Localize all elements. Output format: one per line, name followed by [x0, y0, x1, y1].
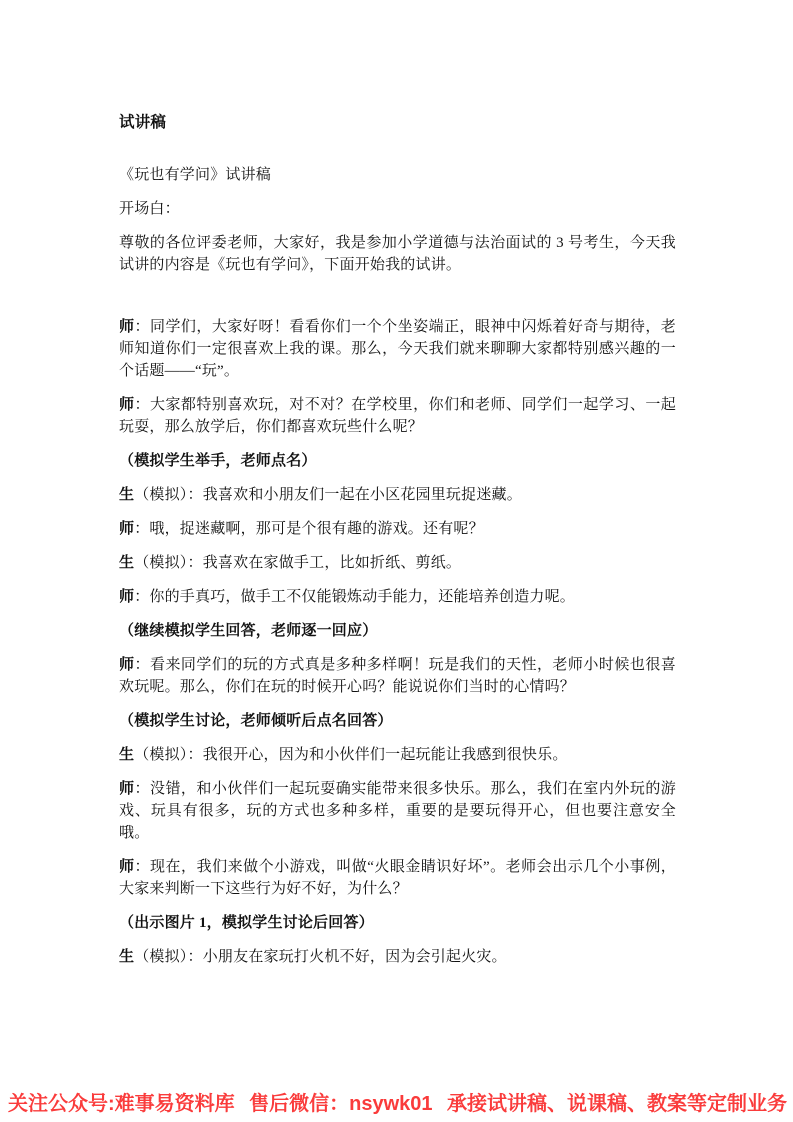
line-text: 我喜欢在家做手工，比如折纸、剪纸。 — [202, 555, 462, 571]
speaker-separator: （模拟）： — [134, 555, 203, 571]
speaker-label: 师 — [119, 397, 135, 413]
teacher-line — [119, 654, 676, 698]
speaker-label: 生 — [119, 747, 135, 763]
teacher-line — [119, 394, 676, 438]
speaker-label: 师 — [119, 589, 135, 605]
stage-direction: （出示图片 1，模拟学生讨论后回答） — [119, 915, 374, 931]
line-text: 没错，和小伙伴们一起玩耍确实能带来很多快乐。那么，我们在室内外玩的游戏、玩具有很多，玩的方式也多种多样，重要的是要玩得开心，但也要注意安全哦。 — [119, 781, 676, 841]
promo-footer-banner — [8, 1093, 787, 1115]
footer-public-account: 关注公众号:难事易资料库 — [8, 1093, 235, 1115]
speaker-separator: ： — [134, 521, 150, 537]
speaker-label: 师 — [119, 521, 135, 537]
line-text: 哦，捉迷藏啊，那可是个很有趣的游戏。还有呢？ — [149, 521, 484, 537]
student-line — [119, 484, 676, 506]
line-text: 我很开心，因为和小伙伴们一起玩能让我感到很快乐。 — [202, 747, 568, 763]
doc-title: 试讲稿 — [119, 114, 167, 131]
line-text: 我喜欢和小朋友们一起在小区花园里玩捉迷藏。 — [202, 487, 522, 503]
line-text: 小朋友在家玩打火机不好，因为会引起火灾。 — [202, 949, 507, 965]
document-body — [119, 112, 676, 980]
speaker-label: 师 — [119, 781, 135, 797]
speaker-separator: ： — [134, 781, 150, 797]
footer-services: 承接试讲稿、说课稿、教案等定制业务 — [447, 1093, 787, 1115]
speaker-separator: ： — [134, 589, 150, 605]
speaker-label: 生 — [119, 949, 135, 965]
stage-direction: （模拟学生举手，老师点名） — [119, 453, 317, 469]
speaker-label: 师 — [119, 657, 135, 673]
teacher-line — [119, 316, 676, 382]
stage-direction: （继续模拟学生回答，老师逐一回应） — [119, 623, 378, 639]
line-text: 现在，我们来做个小游戏，叫做“火眼金睛识好坏”。老师会出示几个小事例，大家来判断一下这些行为好不好，为什么？ — [119, 859, 676, 897]
teacher-line — [119, 778, 676, 844]
teacher-line — [119, 586, 676, 608]
speaker-label: 生 — [119, 487, 135, 503]
speaker-label: 师 — [119, 319, 135, 335]
speaker-separator: ： — [134, 319, 150, 335]
speaker-separator: （模拟）： — [134, 747, 203, 763]
line-text: 你的手真巧，做手工不仅能锻炼动手能力，还能培养创造力呢。 — [149, 589, 576, 605]
speaker-separator: （模拟）： — [134, 487, 203, 503]
teacher-line — [119, 518, 676, 540]
blank-line — [119, 288, 676, 316]
student-line — [119, 946, 676, 968]
opening-paragraph: 尊敬的各位评委老师，大家好，我是参加小学道德与法治面试的 3 号考生，今天我试讲的内容是《玩也有学问》，下面开始我的试讲。 — [119, 235, 676, 273]
speaker-label: 师 — [119, 859, 135, 875]
student-line — [119, 744, 676, 766]
footer-wechat-contact: 售后微信：nsywk01 — [249, 1093, 433, 1115]
doc-subtitle: 《玩也有学问》试讲稿 — [119, 167, 272, 183]
teacher-line — [119, 856, 676, 900]
speaker-separator: ： — [134, 859, 151, 875]
line-text: 看来同学们的玩的方式真是多种多样啊！玩是我们的天性，老师小时候也很喜欢玩呢。那么，你们在玩的时候开心吗？能说说你们当时的心情吗？ — [119, 657, 676, 695]
speaker-separator: （模拟）： — [134, 949, 203, 965]
stage-direction: （模拟学生讨论，老师倾听后点名回答） — [119, 713, 393, 729]
speaker-separator: ： — [134, 657, 150, 673]
line-text: 大家都特别喜欢玩，对不对？在学校里，你们和老师、同学们一起学习、一起玩耍，那么放学后，你们都喜欢玩些什么呢？ — [119, 397, 676, 435]
speaker-label: 生 — [119, 555, 135, 571]
student-line — [119, 552, 676, 574]
line-text: 同学们，大家好呀！看看你们一个个坐姿端正，眼神中闪烁着好奇与期待，老师知道你们一定很喜欢上我的课。那么，今天我们就来聊聊大家都特别感兴趣的一个话题——“玩”。 — [119, 319, 676, 379]
speaker-separator: ： — [134, 397, 150, 413]
opening-label: 开场白： — [119, 201, 180, 217]
